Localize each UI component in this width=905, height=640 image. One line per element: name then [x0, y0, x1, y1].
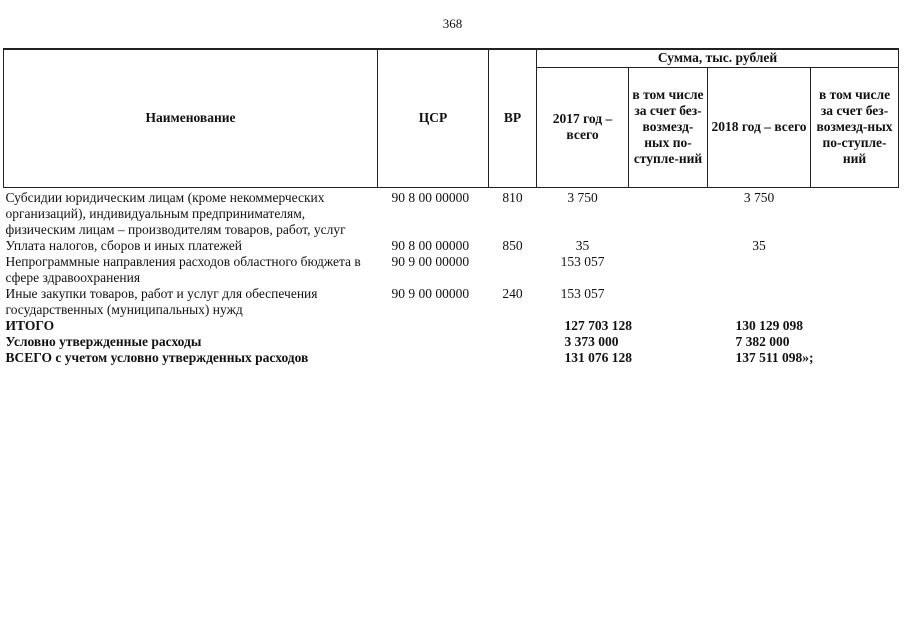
table-body	[4, 187, 899, 366]
header-2018-grants: в том числе за счет без-возмезд-ных по-ступле-ний	[811, 67, 899, 187]
row-2017: 153 057	[560, 253, 605, 269]
budget-table	[3, 48, 899, 366]
row-name: Уплата налогов, сборов и иных платежей	[5, 237, 242, 253]
row-csr: 90 8 00 00000	[391, 189, 470, 205]
row-name: Иные закупки товаров, работ и услуг для обеспечения государственных (муниципальных) нужд	[5, 285, 318, 317]
row-2017: 153 057	[560, 285, 605, 301]
row-2017-grants	[629, 254, 708, 286]
header-2017-grants: в том числе за счет без-возмезд-ных по-ступле-ний	[629, 67, 708, 187]
total-row	[4, 318, 899, 334]
table-row	[4, 238, 899, 254]
row-csr: 90 9 00 00000	[391, 285, 470, 301]
row-name: Непрограммные направления расходов областного бюджета в сфере здравоохранения	[5, 253, 361, 285]
page-number: 368	[442, 16, 463, 31]
header-name: Наименование	[4, 49, 378, 187]
row-2017: 35	[575, 237, 590, 253]
row-2018-grants	[811, 187, 899, 238]
header-csr: ЦСР	[378, 49, 489, 187]
header-2017-total: 2017 год – всего	[537, 67, 629, 187]
row-2018	[708, 286, 811, 318]
row-2018: 3 750	[743, 189, 775, 205]
total-name: Условно утвержденные расходы	[5, 333, 202, 349]
table-header	[4, 49, 899, 187]
row-2018-grants	[811, 254, 899, 286]
total-name: ИТОГО	[5, 317, 55, 333]
total-name: ВСЕГО с учетом условно утвержденных расходов	[5, 349, 309, 365]
row-vr: 810	[502, 189, 523, 205]
row-2018	[708, 254, 811, 286]
row-2018-grants	[811, 238, 899, 254]
row-2017-grants	[629, 286, 708, 318]
row-2017: 3 750	[567, 189, 598, 205]
total-2017: 131 076 128	[564, 349, 632, 365]
row-csr: 90 9 00 00000	[391, 253, 470, 269]
table-row	[4, 254, 899, 286]
table-row	[4, 187, 899, 238]
row-name: Субсидии юридическим лицам (кроме некоммерческих организаций), индивидуальным предпринимателям, физическим лицам – производителям товаров, работ, услуг	[5, 189, 346, 237]
total-row	[4, 350, 899, 366]
total-row	[4, 334, 899, 350]
header-sum-group: Сумма, тыс. рублей	[537, 49, 899, 67]
row-vr	[489, 254, 537, 286]
row-2018: 35	[752, 237, 766, 253]
total-2017: 127 703 128	[564, 317, 632, 333]
row-2017-grants	[629, 238, 708, 254]
total-2018: 137 511 098»;	[735, 349, 814, 365]
table-row	[4, 286, 899, 318]
row-2018-grants	[811, 286, 899, 318]
total-2018: 130 129 098	[735, 317, 803, 333]
header-2018-total: 2018 год – всего	[708, 67, 811, 187]
total-2017: 3 373 000	[564, 333, 619, 349]
header-vr: ВР	[489, 49, 537, 187]
row-vr: 240	[502, 285, 523, 301]
row-2017-grants	[629, 187, 708, 238]
row-csr: 90 8 00 00000	[391, 237, 470, 253]
row-vr: 850	[502, 237, 523, 253]
total-2018: 7 382 000	[735, 333, 790, 349]
